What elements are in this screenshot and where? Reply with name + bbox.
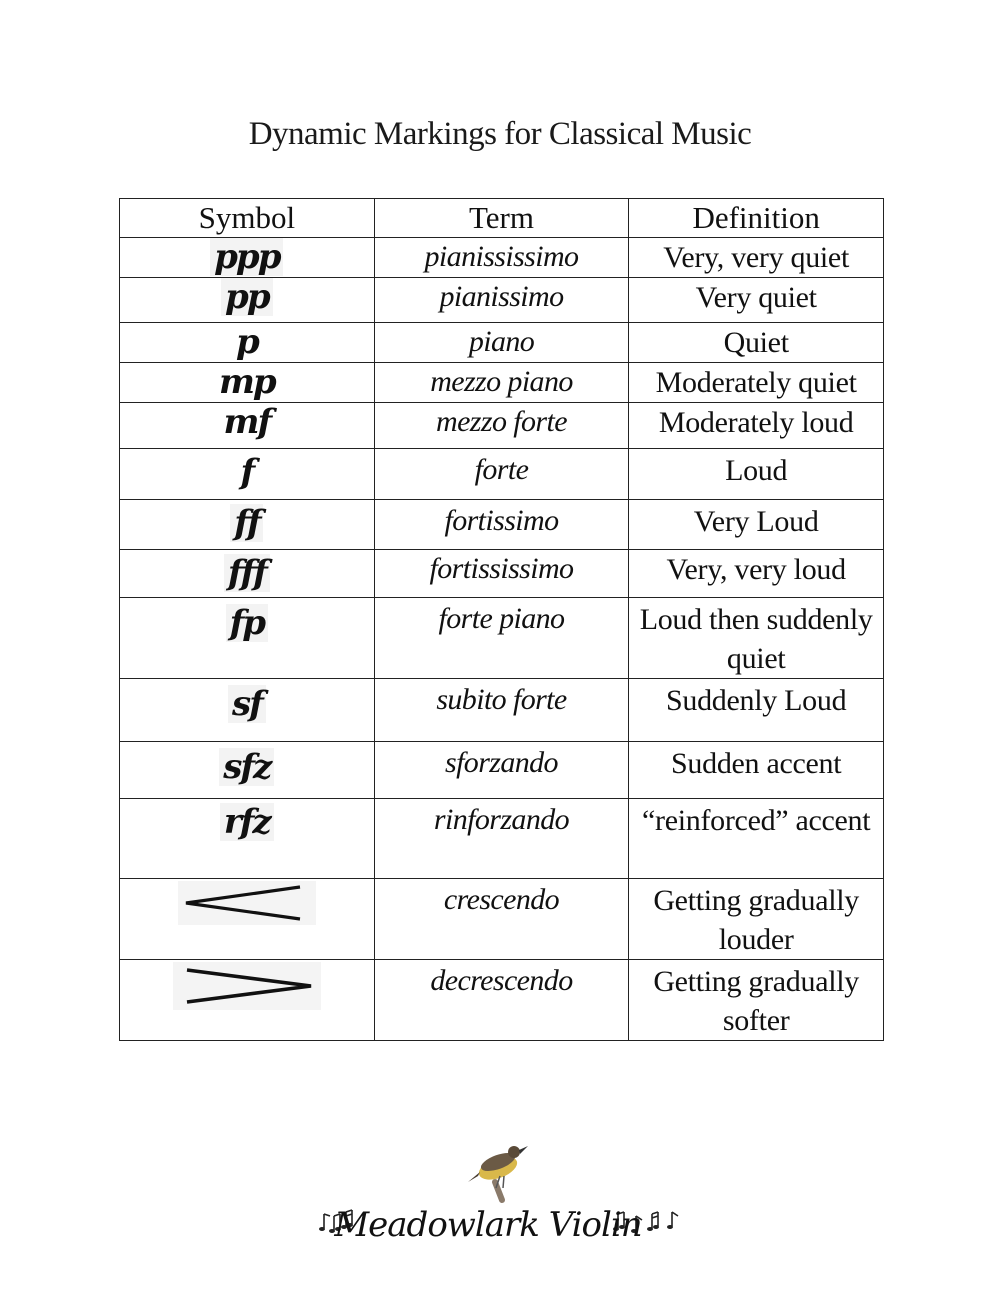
meadowlark-violin-logo — [300, 1130, 700, 1260]
dynamics-table — [119, 198, 884, 1041]
definition-cell: Very, very quiet — [629, 238, 884, 278]
term-cell: mezzo piano — [374, 363, 629, 403]
table-row — [120, 278, 884, 323]
term-cell: mezzo forte — [374, 403, 629, 449]
symbol-cell — [120, 799, 375, 879]
dynamic-symbol: p — [235, 322, 258, 362]
dynamic-symbol: ff — [230, 504, 263, 542]
term-cell: fortissimo — [374, 500, 629, 550]
meadowlark-bird-icon — [300, 1130, 700, 1260]
symbol-cell — [120, 363, 375, 403]
dynamic-symbol: sfz — [219, 748, 274, 786]
dynamic-symbol: fp — [226, 604, 268, 642]
definition-cell: Very quiet — [629, 278, 884, 323]
dynamic-symbol: sf — [228, 685, 266, 723]
definition-cell: Moderately quiet — [629, 363, 884, 403]
logo-text: Meadowlark Violin — [334, 1205, 642, 1245]
term-cell: rinforzando — [374, 799, 629, 879]
term-cell: fortississimo — [374, 550, 629, 598]
table-row — [120, 679, 884, 742]
header-symbol: Symbol — [120, 199, 375, 238]
table-row — [120, 598, 884, 679]
table-row — [120, 403, 884, 449]
table-row — [120, 799, 884, 879]
definition-cell: Loud then suddenly quiet — [629, 598, 884, 679]
symbol-cell — [120, 238, 375, 278]
definition-cell: Getting gradually louder — [629, 879, 884, 960]
table-row — [120, 363, 884, 403]
table-row — [120, 500, 884, 550]
definition-cell: Very, very loud — [629, 550, 884, 598]
table-row — [120, 960, 884, 1041]
term-cell: piano — [374, 323, 629, 363]
definition-cell: “reinforced” accent — [629, 799, 884, 879]
crescendo-hairpin-icon — [178, 881, 316, 925]
symbol-cell — [120, 742, 375, 799]
table-row — [120, 323, 884, 363]
dynamic-symbol: rfz — [220, 803, 274, 841]
symbol-cell — [120, 598, 375, 679]
symbol-cell — [120, 403, 375, 449]
decrescendo-hairpin-icon — [173, 962, 321, 1010]
term-cell: pianissimo — [374, 278, 629, 323]
dynamic-symbol: pp — [221, 278, 273, 316]
table-row — [120, 742, 884, 799]
symbol-cell — [120, 960, 375, 1041]
symbol-cell — [120, 879, 375, 960]
dynamic-symbol: mp — [218, 362, 275, 402]
dynamic-symbol: f — [240, 452, 254, 492]
term-cell: forte — [374, 449, 629, 500]
definition-cell: Suddenly Loud — [629, 679, 884, 742]
term-cell: decrescendo — [374, 960, 629, 1041]
table-row — [120, 238, 884, 278]
header-term: Term — [374, 199, 629, 238]
page-title: Dynamic Markings for Classical Music — [248, 116, 752, 152]
definition-cell: Getting gradually softer — [629, 960, 884, 1041]
dynamic-symbol: mf — [223, 402, 271, 442]
table-row — [120, 449, 884, 500]
symbol-cell — [120, 278, 375, 323]
symbol-cell — [120, 500, 375, 550]
definition-cell: Moderately loud — [629, 403, 884, 449]
term-cell: crescendo — [374, 879, 629, 960]
symbol-cell — [120, 550, 375, 598]
dynamic-symbol: fff — [224, 554, 270, 592]
term-cell: subito forte — [374, 679, 629, 742]
table-row — [120, 879, 884, 960]
term-cell: sforzando — [374, 742, 629, 799]
definition-cell: Loud — [629, 449, 884, 500]
definition-cell: Very Loud — [629, 500, 884, 550]
term-cell: forte piano — [374, 598, 629, 679]
definition-cell: Quiet — [629, 323, 884, 363]
symbol-cell — [120, 449, 375, 500]
table-header-row — [120, 199, 884, 238]
term-cell: pianississimo — [374, 238, 629, 278]
dynamic-symbol: ppp — [210, 238, 283, 276]
definition-cell: Sudden accent — [629, 742, 884, 799]
symbol-cell — [120, 679, 375, 742]
table-row — [120, 550, 884, 598]
header-definition: Definition — [629, 199, 884, 238]
symbol-cell — [120, 323, 375, 363]
